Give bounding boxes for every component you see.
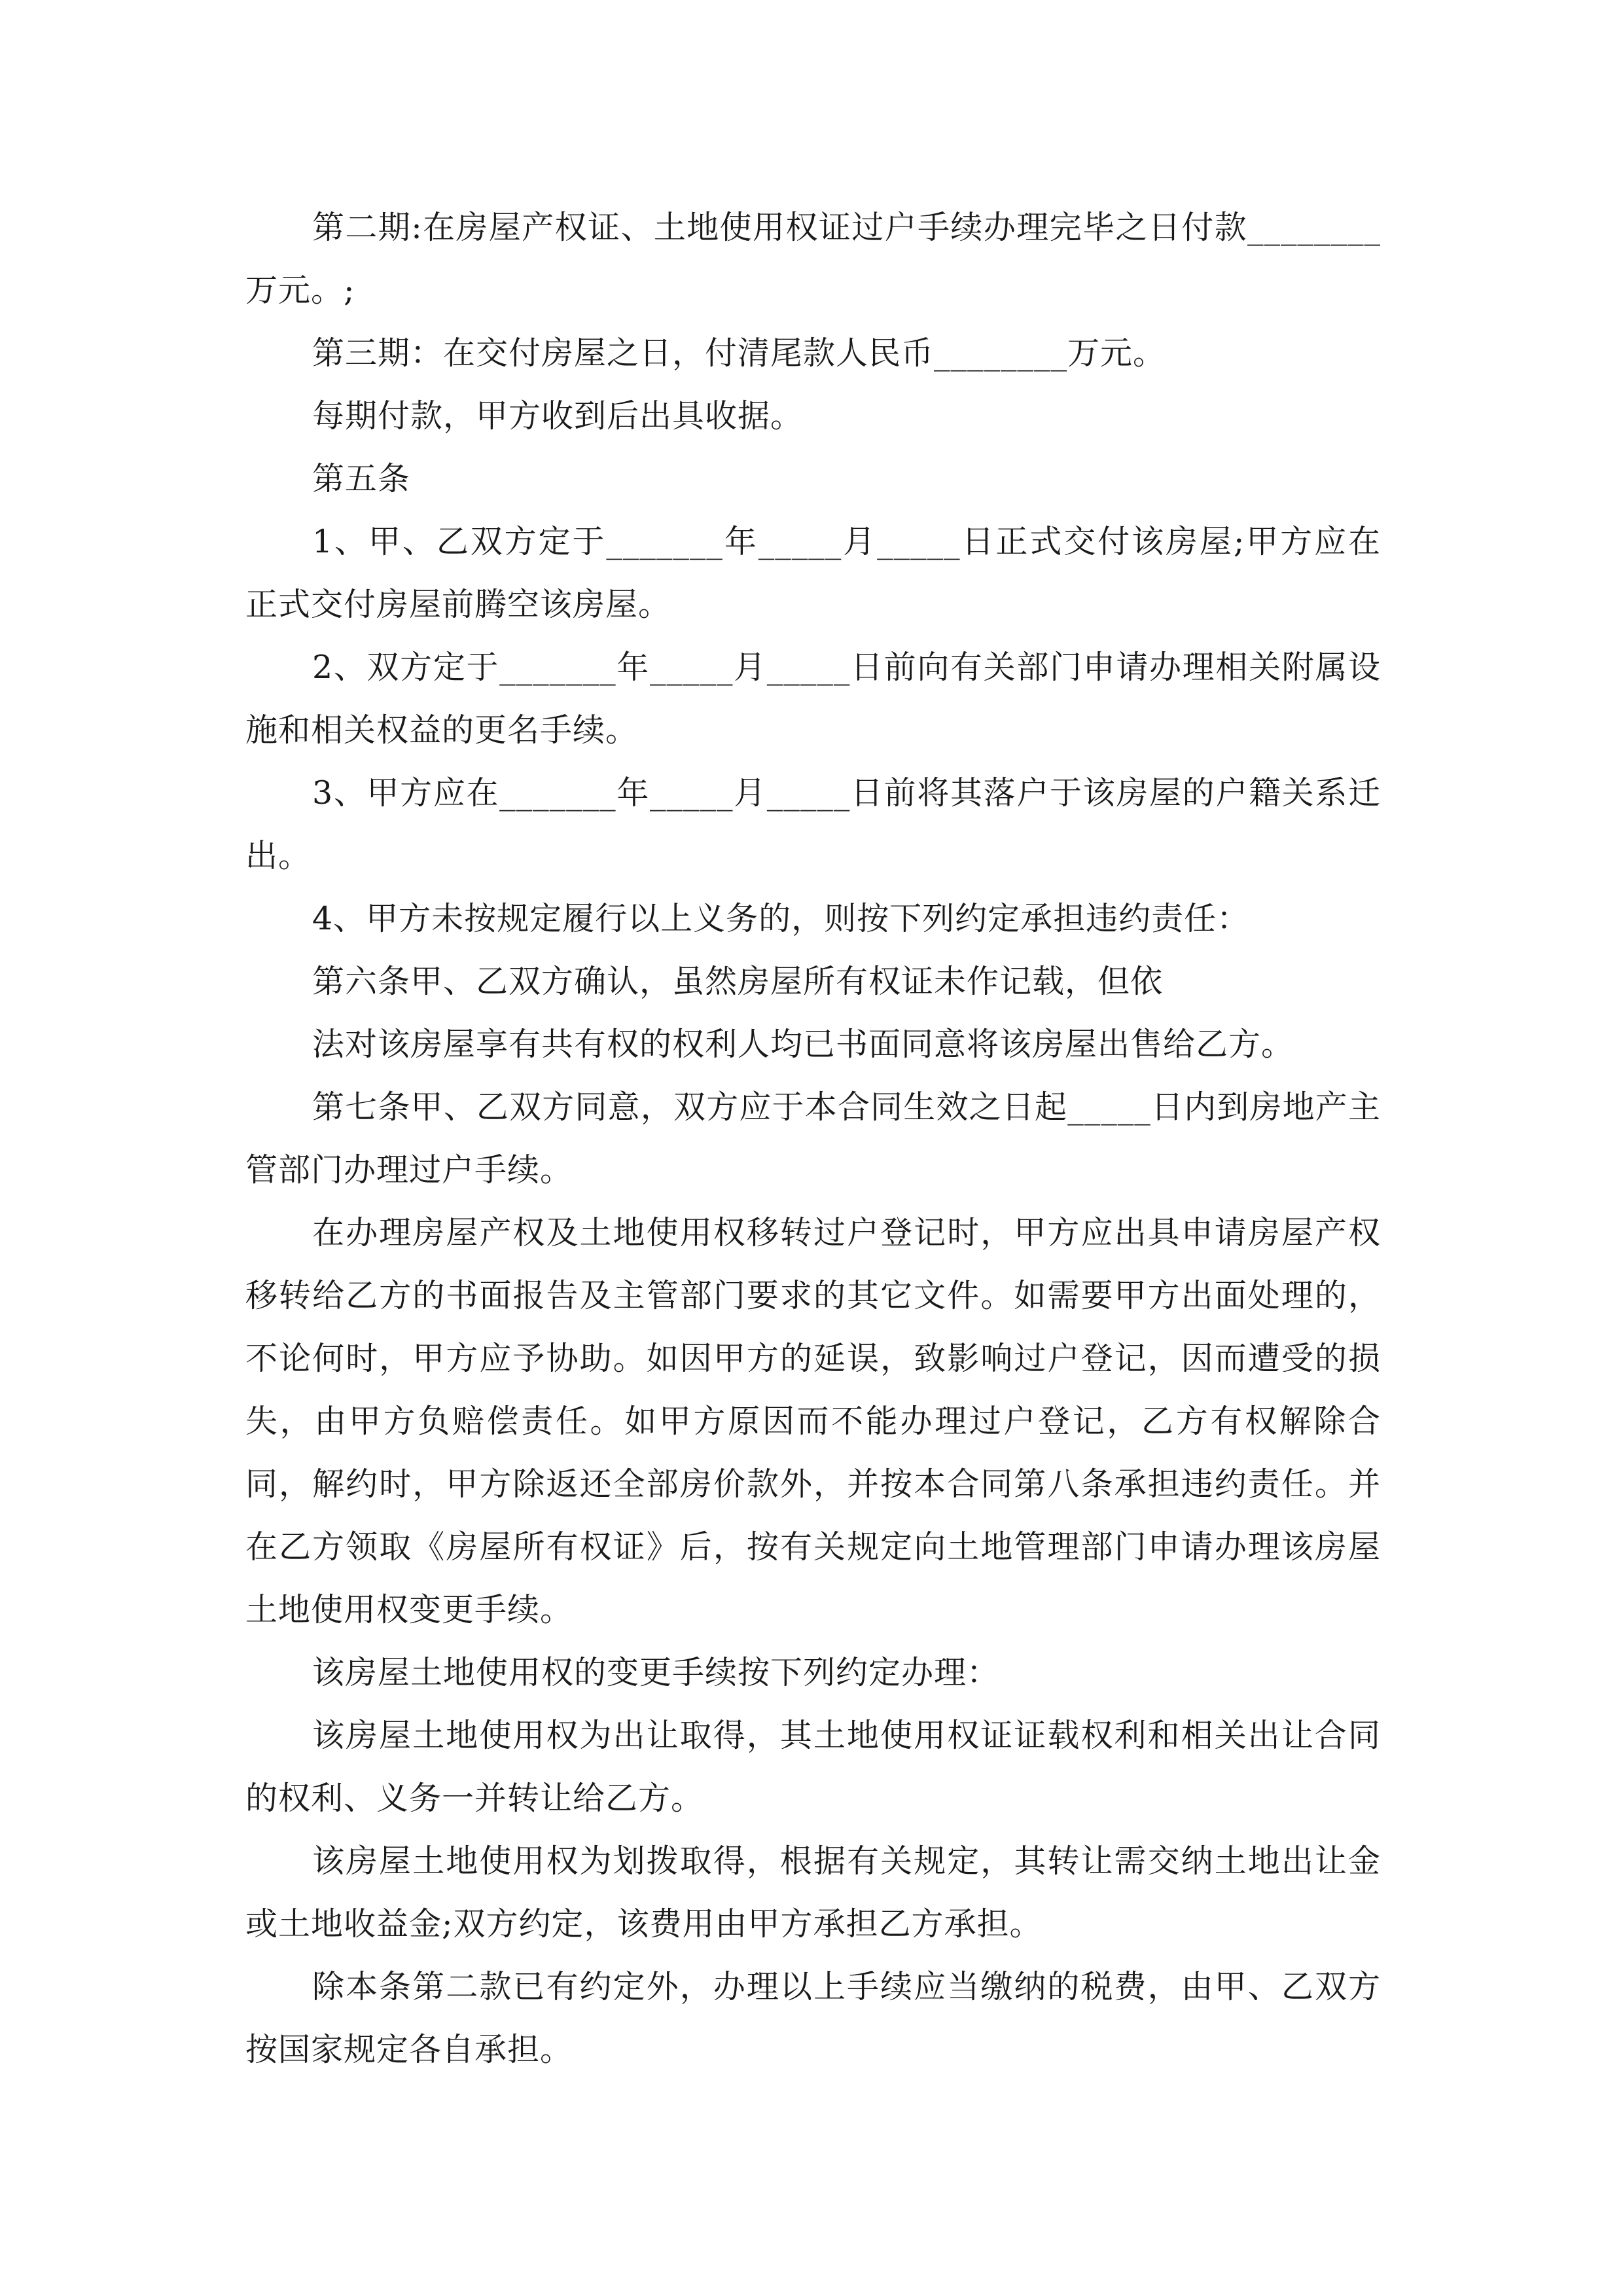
article-6-part-1: 第六条甲、乙双方确认，虽然房屋所有权证未作记载，但依	[312, 963, 1164, 1000]
article-6-part-2: 法对该房屋享有共有权的权利人均已书面同意将该房屋出售给乙方。	[312, 1026, 1294, 1063]
article-5-clause-2: 2、双方定于_______年_____月_____日前向有关部门申请办理相关附属设施和相关权益的更名手续。	[245, 649, 1381, 749]
paragraph-receipt: 每期付款，甲方收到后出具收据。	[312, 397, 804, 435]
paragraph-land-grant: 该房屋土地使用权为出让取得，其土地使用权证证载权利和相关出让合同的权利、义务一并转让给乙方。	[245, 1717, 1381, 1817]
paragraph-payment-phase-3: 第三期：在交付房屋之日，付清尾款人民币________万元。	[312, 334, 1166, 372]
paragraph-taxes: 除本条第二款已有约定外，办理以上手续应当缴纳的税费，由甲、乙双方按国家规定各自承担。	[245, 1968, 1381, 2068]
article-5-clause-4: 4、甲方未按规定履行以上义务的，则按下列约定承担违约责任：	[312, 900, 1250, 937]
paragraph-land-allocation: 该房屋土地使用权为划拨取得，根据有关规定，其转让需交纳土地出让金或土地收益金;双方约定，该费用由甲方承担乙方承担。	[245, 1842, 1381, 1943]
document-body	[245, 196, 1381, 2081]
paragraph-payment-phase-2: 第二期:在房屋产权证、土地使用权证过户手续办理完毕之日付款________万元。;	[245, 209, 1381, 309]
article-5-clause-3: 3、甲方应在_______年_____月_____日前将其落户于该房屋的户籍关系迁出。	[245, 774, 1381, 874]
paragraph-transfer-registration: 在办理房屋产权及土地使用权移转过户登记时，甲方应出具申请房屋产权移转给乙方的书面报告及主管部门要求的其它文件。如需要甲方出面处理的，不论何时，甲方应予协助。如因甲方的延误，致影响过户登记，因而遭受的损失，由甲方负赔偿责任。如甲方原因而不能办理过户登记，乙方有权解除合同，解约时，甲方除返还全部房价款外，并按本合同第八条承担违约责任。并在乙方领取《房屋所有权证》后，按有关规定向土地管理部门申请办理该房屋土地使用权变更手续。	[245, 1214, 1381, 1628]
paragraph-land-use-change: 该房屋土地使用权的变更手续按下列约定办理：	[312, 1654, 1000, 1691]
article-7: 第七条甲、乙双方同意，双方应于本合同生效之日起_____日内到房地产主管部门办理过户手续。	[245, 1088, 1381, 1189]
article-5-clause-1: 1、甲、乙双方定于_______年_____月_____日正式交付该房屋;甲方应在正式交付房屋前腾空该房屋。	[245, 523, 1381, 623]
article-5-heading: 第五条	[312, 460, 411, 497]
